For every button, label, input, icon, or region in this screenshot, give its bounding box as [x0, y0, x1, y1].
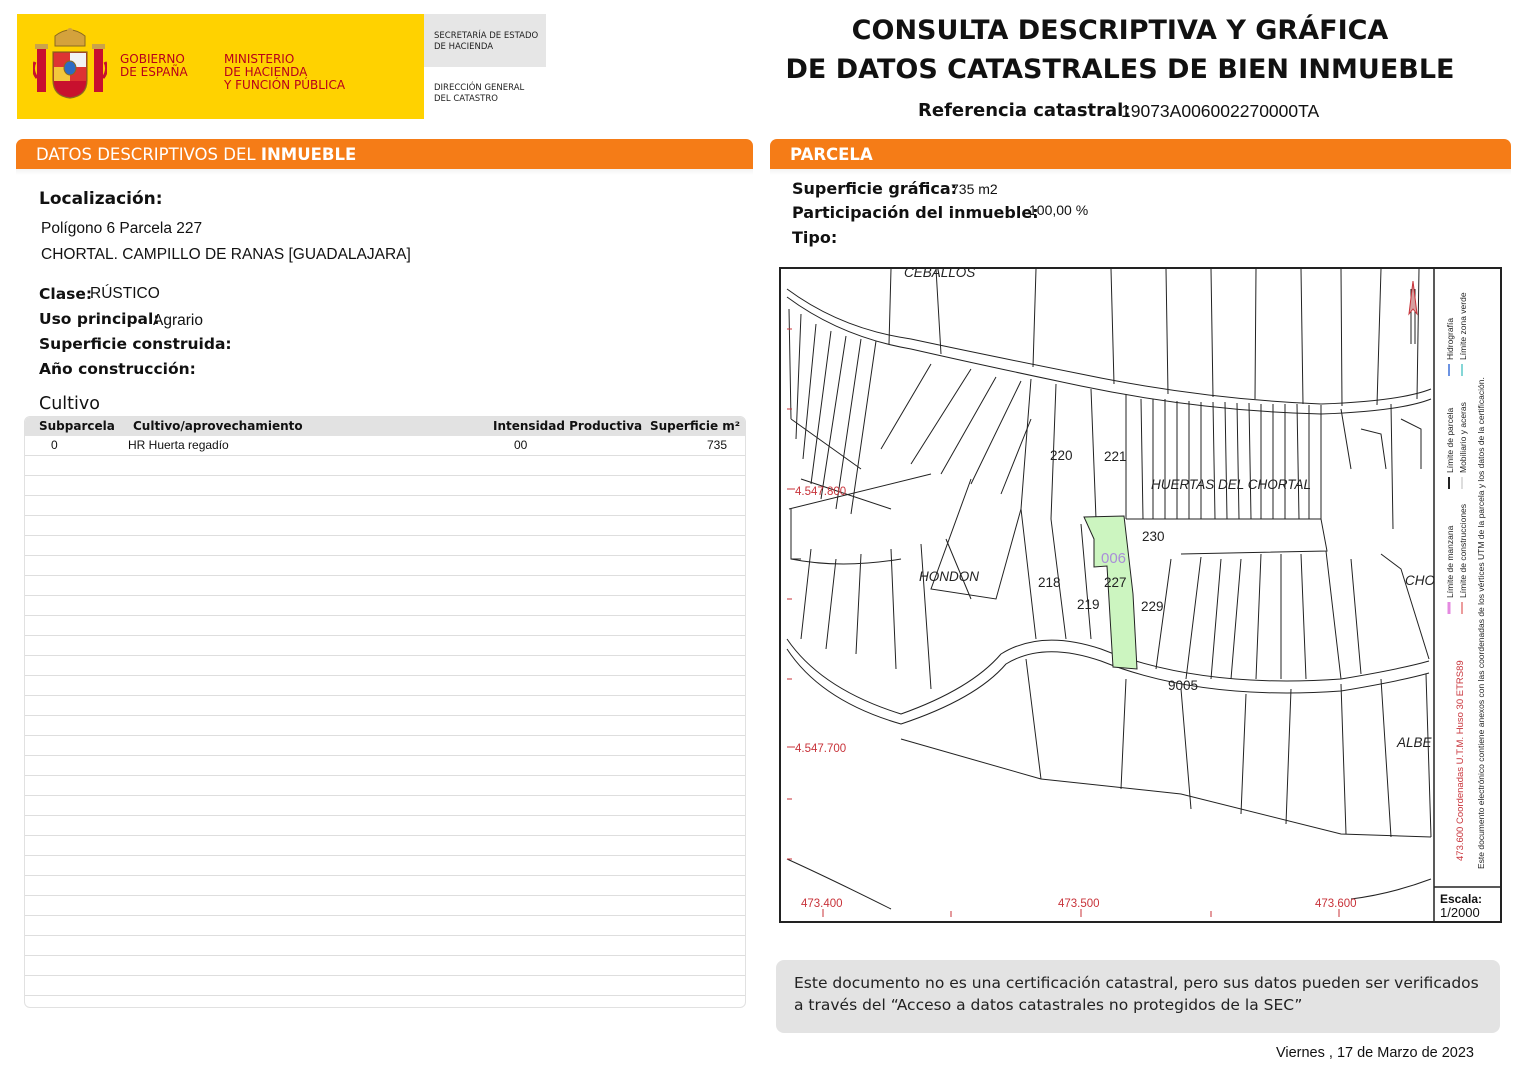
header-subparcela: Subparcela: [39, 419, 115, 433]
empty-table-row: [25, 496, 745, 516]
parcela-section-header: [770, 139, 1511, 169]
legend-hidrografia: Hidrografía: [1445, 317, 1455, 360]
empty-rows: [25, 456, 745, 1008]
empty-table-row: [25, 616, 745, 636]
scale-label: Escala:: [1440, 892, 1483, 906]
section-title-prefix: DATOS DESCRIPTIVOS DEL: [36, 145, 261, 164]
place-label-huertas: HUERTAS DEL CHORTAL: [1151, 477, 1312, 492]
clase-value: RÚSTICO: [90, 285, 160, 302]
empty-table-row: [25, 596, 745, 616]
parcel-number: 230: [1142, 529, 1165, 544]
scale-value: 1/2000: [1440, 905, 1480, 920]
empty-table-row: [25, 896, 745, 916]
parcel-number: 227: [1104, 575, 1127, 590]
empty-table-row: [25, 716, 745, 736]
empty-table-row: [25, 816, 745, 836]
empty-table-row: [25, 796, 745, 816]
gobierno-line-2: DE ESPAÑA: [120, 65, 188, 79]
gobierno-line-1: GOBIERNO: [120, 52, 185, 66]
place-label-cho: CHO: [1405, 573, 1435, 588]
empty-table-row: [25, 656, 745, 676]
empty-table-row: [25, 976, 745, 996]
empty-table-row: [25, 756, 745, 776]
coord-x-label: 473.600: [1315, 898, 1357, 910]
empty-table-row: [25, 456, 745, 476]
place-label-ceballos: CEBALLOS: [904, 269, 976, 280]
superficie-grafica-value: 735 m2: [951, 181, 998, 197]
crop-table: [24, 416, 746, 1008]
road-label: 9005: [1168, 678, 1199, 693]
tipo-label: Tipo:: [792, 228, 838, 247]
direction-line-2: DEL CATASTRO: [434, 94, 498, 104]
cell-intensidad: 00: [514, 438, 528, 452]
parcel-number: 229: [1141, 599, 1164, 614]
secretary-line-2: DE HACIENDA: [434, 42, 494, 52]
descriptive-section-header: [16, 139, 753, 169]
empty-table-row: [25, 516, 745, 536]
participacion-value: 100,00 %: [1029, 202, 1089, 218]
document-title-line-1: CONSULTA DESCRIPTIVA Y GRÁFICA: [851, 15, 1389, 46]
empty-table-row: [25, 916, 745, 936]
superficie-grafica-label: Superficie gráfica:: [792, 179, 958, 198]
cell-superficie: 735: [706, 438, 727, 452]
empty-table-row: [25, 956, 745, 976]
empty-table-row: [25, 676, 745, 696]
table-row: [25, 436, 745, 456]
empty-table-row: [25, 636, 745, 656]
empty-table-row: [25, 856, 745, 876]
secretary-line-1: SECRETARÍA DE ESTADO: [434, 31, 539, 41]
anio-construccion-label: Año construcción:: [39, 360, 196, 378]
crop-table-header: [25, 417, 745, 436]
legend-electronic-note: Este documento electrónico contiene anexos con las coordenadas de los vértices UTM de la parcela y los datos de la certificación.: [1476, 377, 1486, 869]
direction-line-1: DIRECCIÓN GENERAL: [434, 83, 525, 93]
legend-mobiliario: Mobiliario y aceras: [1458, 402, 1468, 473]
empty-table-row: [25, 696, 745, 716]
empty-table-row: [25, 876, 745, 896]
empty-table-row: [25, 556, 745, 576]
parcel-number: 220: [1050, 448, 1073, 463]
parcel-number: 218: [1038, 575, 1061, 590]
document-date: Viernes , 17 de Marzo de 2023: [1275, 1045, 1474, 1061]
place-label-albe: ALBE: [1397, 735, 1432, 750]
map-legend: [1445, 292, 1468, 614]
empty-table-row: [25, 736, 745, 756]
cadastral-map: [779, 267, 1502, 923]
reference-value: 19073A006002270000TA: [1121, 101, 1320, 121]
header-intensidad: Intensidad Productiva: [493, 419, 643, 433]
empty-table-row: [25, 576, 745, 596]
uso-value: Agrario: [153, 312, 203, 329]
coord-x-label: 473.400: [801, 898, 843, 910]
empty-table-row: [25, 996, 745, 1008]
north-arrow-icon: [1409, 281, 1417, 314]
ministry-line-1: MINISTERIO: [224, 52, 295, 66]
legend-manzana: Límite de manzana: [1445, 525, 1455, 598]
coord-y-label: 4.547.800: [795, 486, 847, 498]
empty-table-row: [25, 776, 745, 796]
legend-zona-verde: Límite zona verde: [1458, 292, 1468, 360]
legend-parcela: Límite de parcela: [1445, 407, 1455, 473]
superficie-construida-label: Superficie construida:: [39, 335, 232, 353]
location-line-1: Polígono 6 Parcela 227: [41, 220, 203, 237]
parcela-section-title: PARCELA: [790, 145, 873, 164]
empty-table-row: [25, 936, 745, 956]
header-superficie: Superficie m²: [650, 419, 741, 433]
section-title-strong: INMUEBLE: [260, 145, 357, 164]
place-label-hondon: HONDON: [919, 569, 979, 584]
uso-label: Uso principal:: [39, 310, 160, 328]
legend-utm: 473.600 Coordenadas U.T.M. Huso 30 ETRS89: [1455, 660, 1466, 861]
document-title-line-2: DE DATOS CATASTRALES DE BIEN INMUEBLE: [785, 54, 1455, 85]
map-canvas: [781, 269, 1500, 921]
parcel-number: 221: [1104, 449, 1127, 464]
empty-table-row: [25, 476, 745, 496]
header-cultivo: Cultivo/aprovechamiento: [133, 419, 303, 433]
location-label: Localización:: [39, 189, 163, 209]
parcel-number: 219: [1077, 597, 1100, 612]
verification-notice: Este documento no es una certificación catastral, pero sus datos pueden ser verificados a través del “Acceso a datos catastrales no protegidos de la SEC”: [776, 960, 1500, 1033]
empty-table-row: [25, 836, 745, 856]
section-shadow: [16, 169, 753, 175]
empty-table-row: [25, 536, 745, 556]
ministry-line-2: DE HACIENDA: [224, 65, 308, 79]
cell-cultivo: HR Huerta regadío: [128, 438, 229, 452]
location-line-2: CHORTAL. CAMPILLO DE RANAS [GUADALAJARA]: [41, 246, 411, 263]
ministry-line-3: Y FUNCIÓN PÚBLICA: [224, 78, 346, 92]
clase-label: Clase:: [39, 285, 93, 303]
reference-label: Referencia catastral:: [918, 100, 1131, 121]
poligono-label: 006: [1101, 550, 1127, 567]
legend-construcciones: Límite de construcciones: [1458, 503, 1468, 598]
section-shadow: [770, 169, 1511, 175]
cell-subparcela: 0: [51, 438, 58, 452]
coord-y-label: 4.547.700: [795, 743, 847, 755]
participacion-label: Participación del inmueble:: [792, 203, 1039, 222]
cultivo-title: Cultivo: [39, 394, 100, 414]
coord-x-label: 473.500: [1058, 898, 1100, 910]
coat-of-arms-icon: [33, 26, 107, 104]
